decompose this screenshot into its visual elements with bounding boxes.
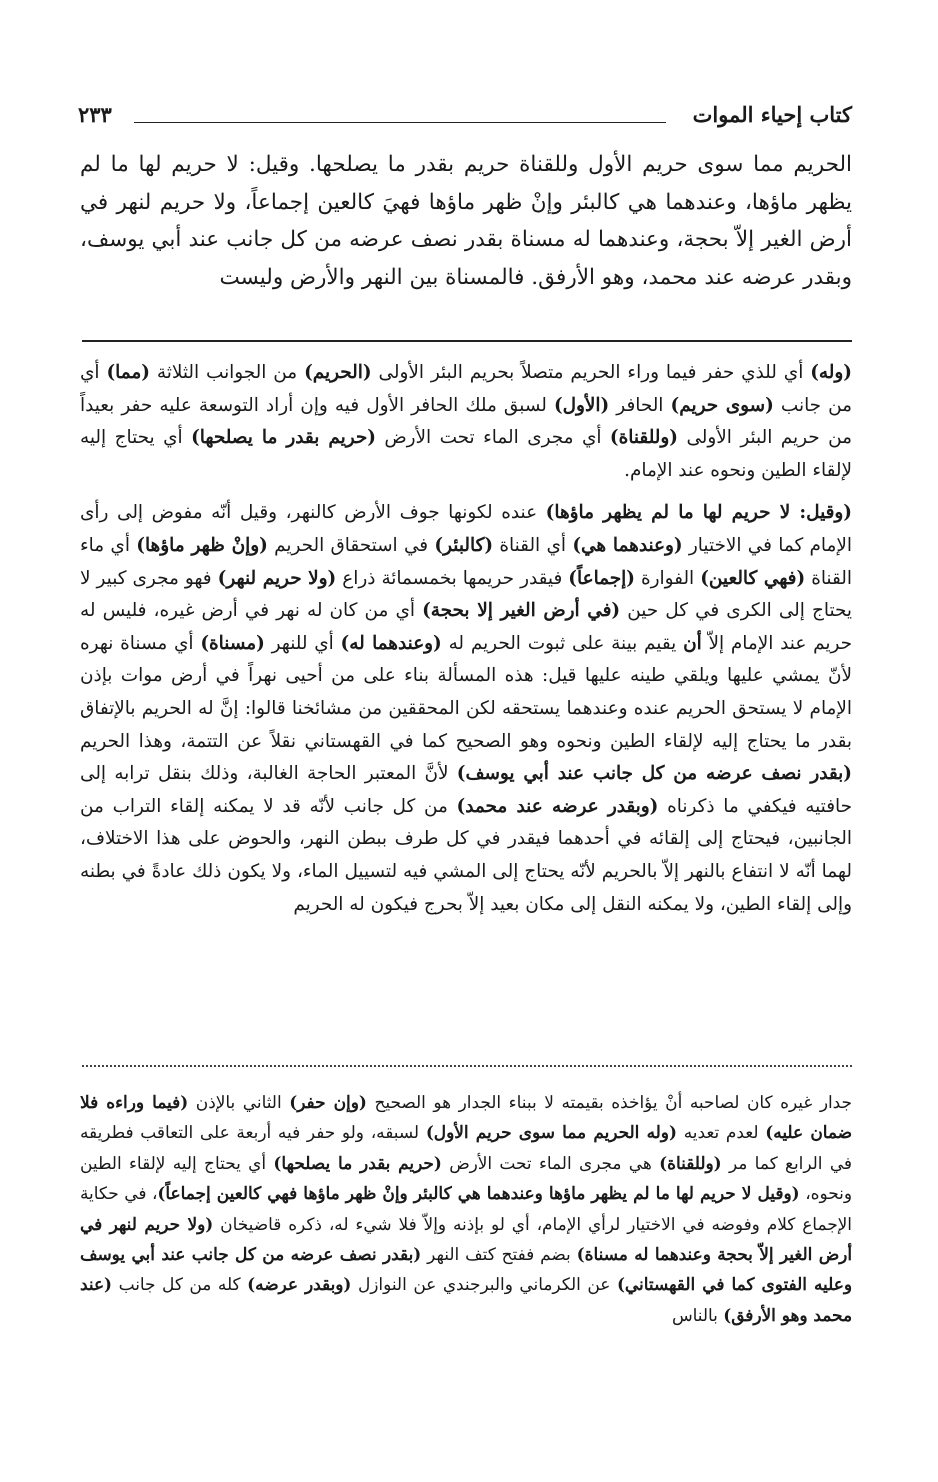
commentary-text: الفوارة (635, 567, 701, 589)
commentary-text: فهو مجرى كبير لا يحتاج إلى الكرى في كل حين (80, 567, 852, 622)
commentary-paragraph (80, 357, 852, 487)
quoted-matn-phrase: (الأول) (553, 394, 610, 416)
commentary-text: في استحقاق الحريم (267, 534, 435, 556)
commentary-text: لعدم تعديه (676, 1122, 766, 1143)
quoted-matn-phrase: (في أرض الغير إلا بحجة) (422, 600, 621, 622)
commentary-text: أي ماء القناة (80, 534, 853, 589)
commentary-text: جدار غيره كان لصاحبه أنْ يؤاخذه بقيمته لا ببناء الجدار هو الصحيح (366, 1092, 852, 1112)
section-divider (82, 340, 852, 342)
quoted-matn-phrase: (بقدر نصف عرضه من كل جانب عند أبي يوسف) (456, 763, 853, 785)
quoted-matn-phrase: (وله الحريم مما سوى حريم الأول) (425, 1122, 677, 1143)
quoted-matn-phrase: (وللقناة) (609, 427, 678, 449)
footnote-divider (82, 1065, 852, 1067)
quoted-matn-phrase: (الحريم) (304, 362, 372, 383)
main-text: الحريم مما سوى حريم الأول وللقناة حريم بقدر ما يصلحها. وقيل: لا حريم لها ما لم يظهر ماؤها، وعندهما هي كالبئر وإنْ ظهر ماؤها فهيَ كالعين إجماعاً، ولا حريم لنهر في أرض الغير إلاّ بحجة، وعندهما له مسناة بقدر نصف عرضه من كل جانب عند أبي يوسف، وبقدر عرضه عند محمد، وهو الأرفق. فالمسناة بين النهر والأرض وليست (80, 152, 852, 290)
commentary-text: هي مجرى الماء تحت الأرض (441, 1152, 660, 1173)
commentary-text: أي القناة (493, 534, 573, 556)
quoted-matn-phrase: (وبقدر عرضه) (247, 1274, 352, 1295)
quoted-matn-phrase: (وإنْ ظهر ماؤها) (136, 534, 268, 556)
quoted-matn-phrase: (فيما وراءه فلا ضمان عليه) (80, 1092, 853, 1143)
chapter-title: كتاب إحياء الموات (692, 102, 852, 127)
quoted-matn-phrase: (مسناة) (200, 632, 265, 654)
quoted-matn-phrase: (حريم بقدر ما يصلحها) (273, 1152, 442, 1173)
commentary-text: أي يحتاج إليه لإلقاء الطين ونحوه، (80, 1152, 852, 1204)
commentary-text: لسبق ملك الحافر الأول فيه وإن أراد التوسعة عليه حفر بعيداً من حريم البئر الأولى (80, 394, 852, 449)
quoted-matn-phrase: (وقيل لا حريم لها ما لم يظهر ماؤها وعندهما هي كالبئر وإنْ ظهر ماؤها فهي كالعين إجماعاً) (157, 1183, 800, 1204)
quoted-matn-phrase: (ولا حريم لنهر في أرض الغير إلاّ بحجة وعندهما له مسناة) (80, 1213, 853, 1265)
commentary-text: عنده لكونها جوف الأرض كالنهر، وقيل أنّه مفوض إلى رأى الإمام كما في الاختيار (80, 502, 852, 556)
commentary-text: أي للذي حفر فيما وراء الحريم متصلاً بحريم البئر الأولى (371, 362, 811, 383)
quoted-matn-phrase: (وإن حفر) (289, 1092, 367, 1112)
quoted-matn-phrase: (وبقدر عرضه عند محمد) (456, 795, 659, 817)
commentary-text: ، في حكاية الإجماع كلام وفوضه في الاختيار لرأي الإمام، أي لو بإذنه وإلاّ فلا شيء له، ذكره قاضيخان (80, 1183, 852, 1234)
commentary-text: من كل جانب لأنّه قد لا يمكنه إلقاء التراب من الجانبين، فيحتاج إلى إلقائه في أحدهما فيقدر في كل طرف ببطن النهر، والحوض على هذا الاختلاف، لهما أنّه لا انتفاع بالنهر إلاّ بالحريم لأنّه يحتاج إلى المشي فيه لتسييل الماء، ولا يكون ذلك عادةً في بطنه وإلى إلقاء الطين، ولا يمكنه النقل إلى مكان بعيد إلاّ بحرج فيكون له الحريم (80, 795, 852, 915)
commentary-text: فيقدر حريمها بخمسمائة ذراع (336, 567, 569, 589)
commentary-text: أي من جانب (80, 362, 852, 416)
commentary (80, 357, 852, 921)
quoted-matn-phrase: (وللقناة) (659, 1152, 722, 1173)
quoted-matn-phrase: (حريم بقدر ما يصلحها) (191, 427, 376, 449)
commentary-text: أي للنهر (264, 632, 341, 654)
quoted-matn-phrase: (فهي كالعين) (700, 567, 806, 589)
commentary-text: لسبقه، ولو حفر فيه أربعة على التعاقب فطريقه في الرابع كما مر (80, 1122, 852, 1173)
commentary-paragraph (80, 497, 852, 921)
quoted-matn-phrase: (إجماعاً) (568, 567, 635, 589)
quoted-matn-phrase: أن (683, 632, 702, 654)
footnote-paragraph (80, 1087, 852, 1330)
commentary-text: أي مسناة نهره لأنّ يمشي عليها ويلقي طينه عليها قيل: هذه المسألة بناء على من أحيى نهراً في أرض موات بإذن الإمام لا يستحق الحريم عنده وعندهما يستحقه لكن المحققين من مشائخنا قالوا: إنَّ له الحريم بالإتفاق بقدر ما يحتاج إليه لإلقاء الطين ونحوه وهو الصحيح كما في القهستاني نقلاً عن التتمة، وهذا الحريم (80, 632, 852, 752)
commentary-text: بالناس (671, 1304, 724, 1325)
commentary-text: بضم ففتح كتف النهر (421, 1244, 577, 1265)
commentary-text: أي يحتاج إليه لإلقاء الطين ونحوه عند الإمام. (80, 427, 852, 481)
quoted-matn-phrase: (بقدر نصف عرضه من كل جانب عند أبي يوسف وعليه الفتوى كما في القهستاني) (80, 1244, 852, 1295)
quoted-matn-phrase: (ولا حريم لنهر) (217, 567, 337, 589)
quoted-matn-phrase: (عند محمد وهو الأرفق) (80, 1274, 852, 1325)
commentary-text: لأنَّ المعتبر الحاجة الغالبة، وذلك بنقل ترابه إلى حافتيه فيكفي ما ذكرناه (80, 763, 852, 817)
quoted-matn-phrase: (وله) (810, 362, 852, 383)
commentary-text: من الجوانب الثلاثة (149, 362, 305, 383)
header-rule (134, 122, 666, 123)
commentary-text: الحافر (609, 394, 671, 416)
commentary-text: عن الكرماني والبرجندي عن النوازل (351, 1274, 617, 1295)
quoted-matn-phrase: (كالبئر) (434, 534, 494, 556)
commentary-text: كله من كل جانب (112, 1274, 248, 1295)
footnote (80, 1087, 852, 1330)
quoted-matn-phrase: (مما) (106, 362, 150, 383)
page-number: ٢٣٣ (78, 102, 112, 127)
commentary-text: أي مجرى الماء تحت الأرض (375, 427, 610, 449)
commentary-text: الثاني بالإذن (188, 1092, 290, 1112)
quoted-matn-phrase: (وعندهما هي) (572, 534, 683, 556)
quoted-matn-phrase: (وقيل: لا حريم لها ما لم يظهر ماؤها) (545, 502, 853, 524)
quoted-matn-phrase: (وعندهما له) (340, 632, 442, 654)
commentary-text: أي من كان له نهر في أرض غيره، فليس له حريم عند الإمام إلاّ (80, 600, 852, 654)
commentary-text: يقيم بينة على ثبوت الحريم له (441, 632, 684, 654)
quoted-matn-phrase: (سوى حريم) (670, 394, 774, 416)
page-header (78, 102, 852, 138)
